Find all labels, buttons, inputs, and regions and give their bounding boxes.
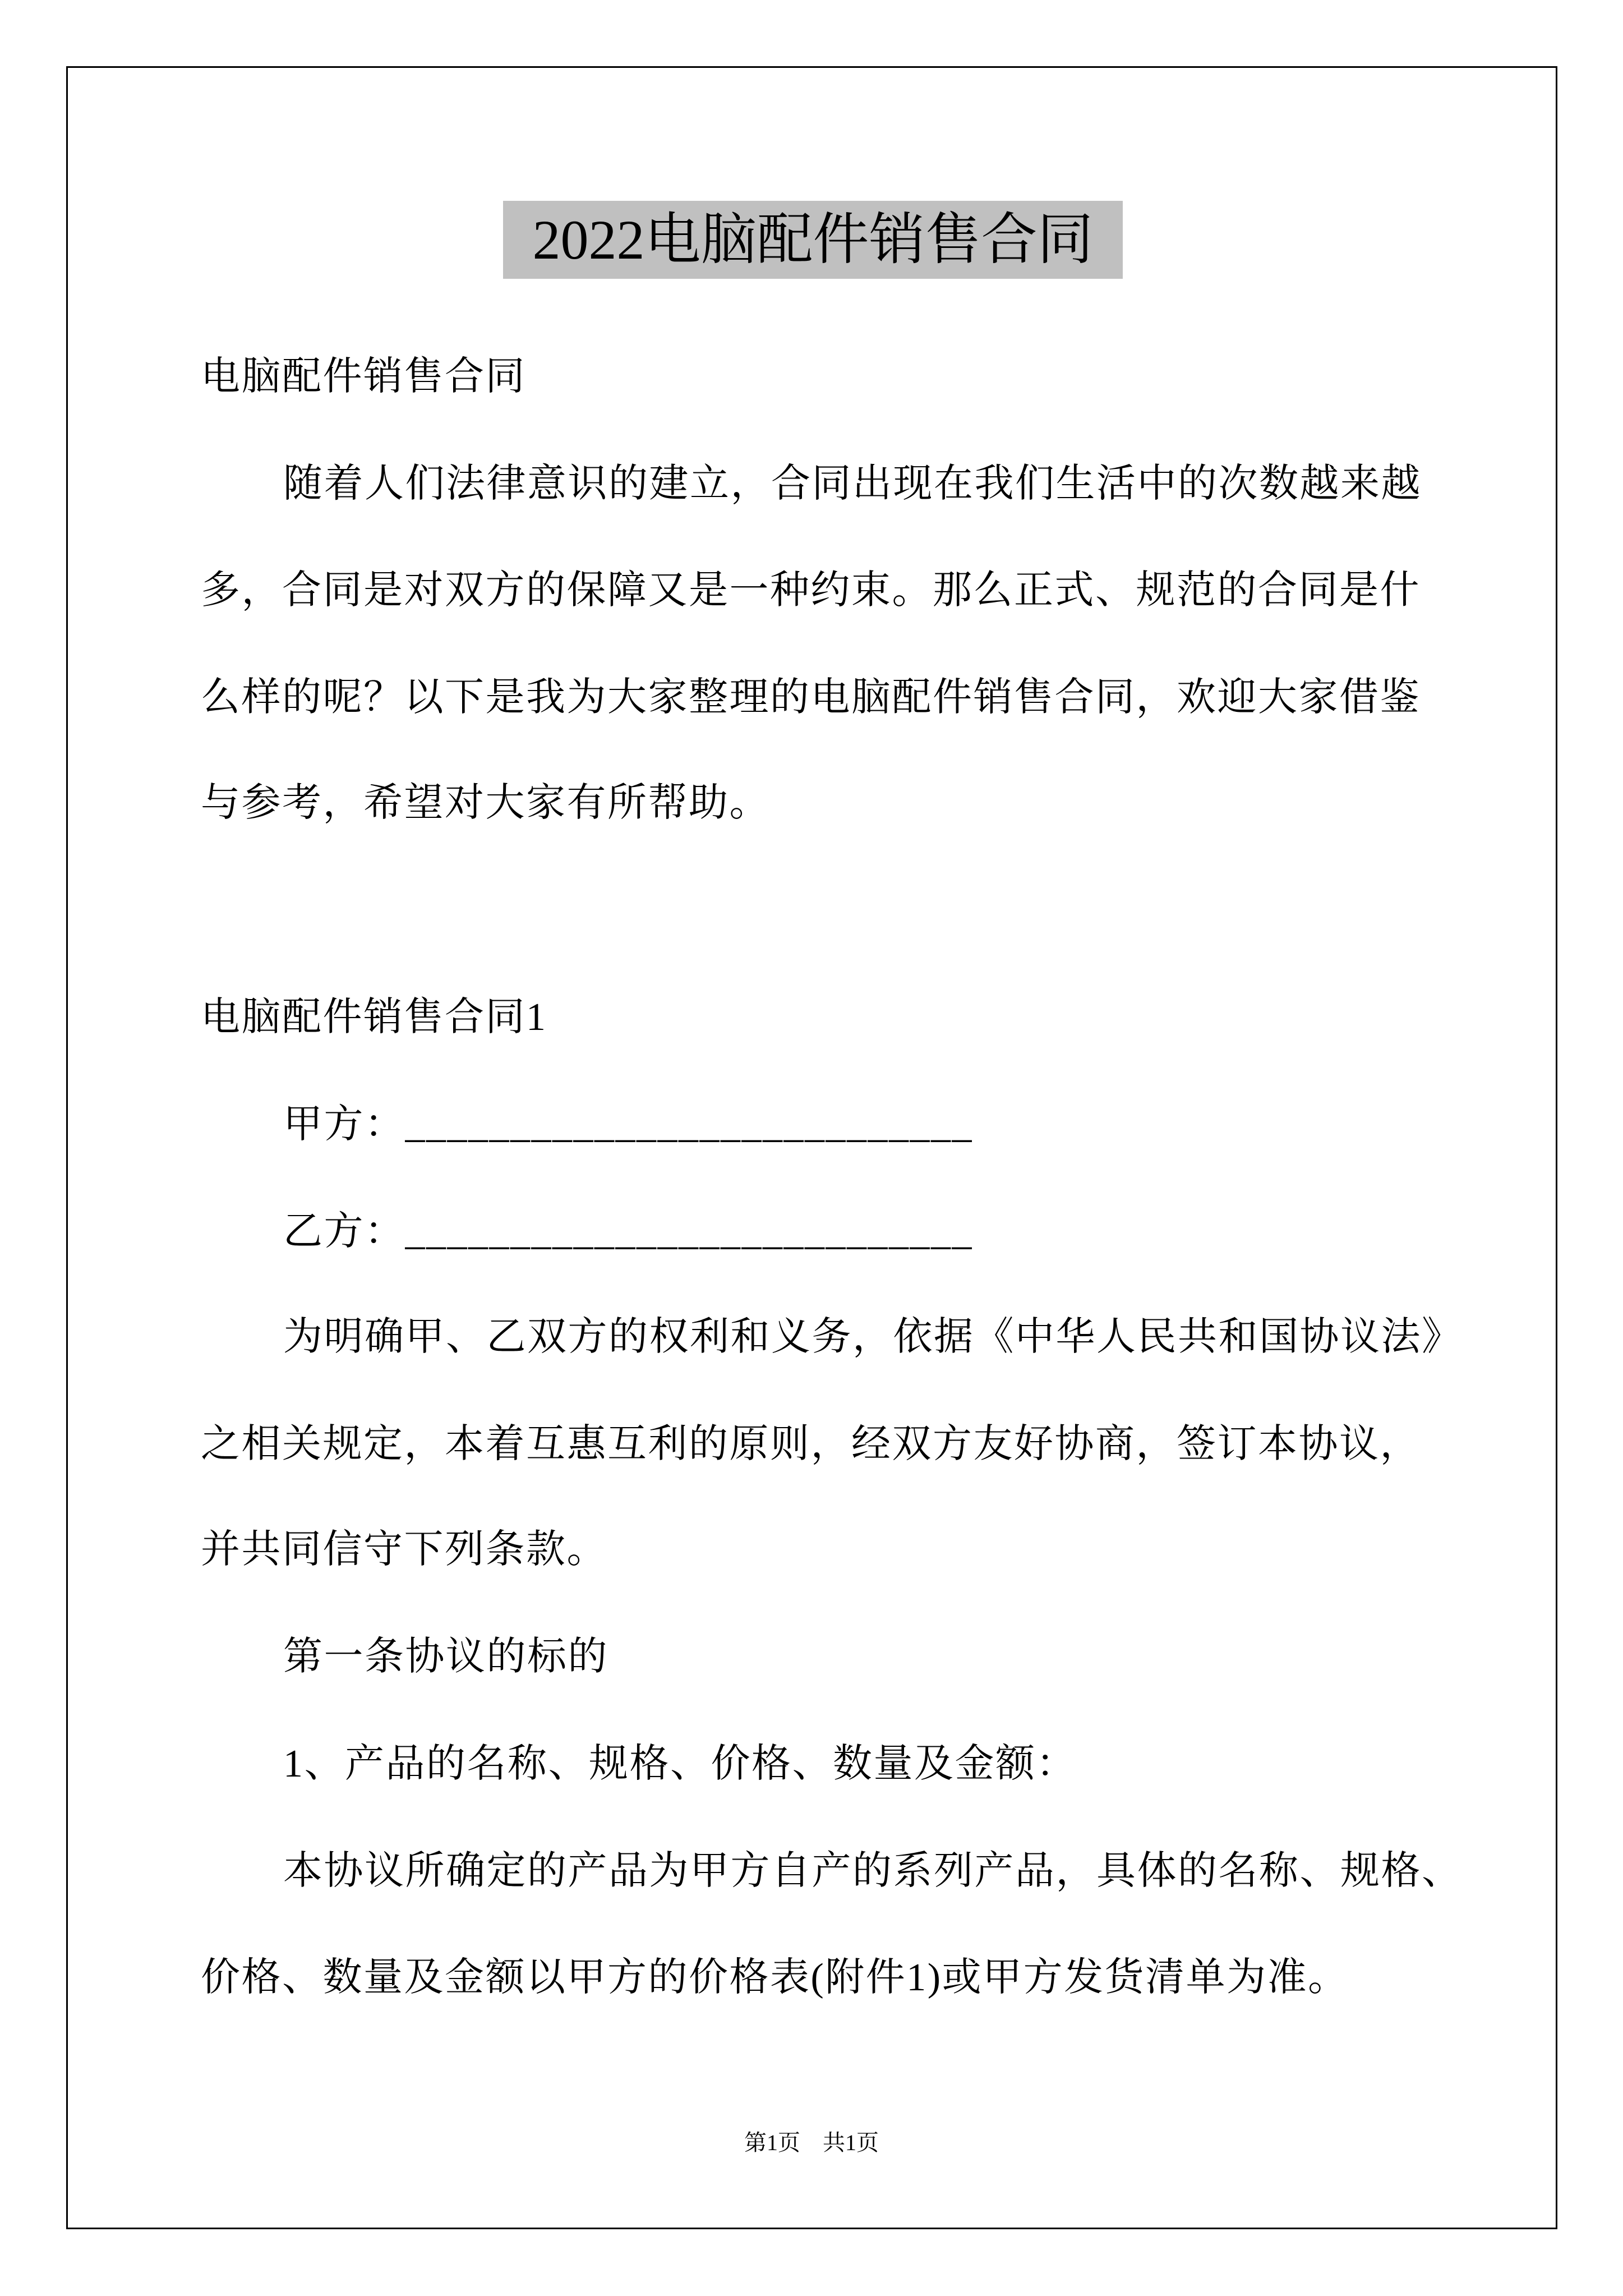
article-heading: 第一条协议的标的: [283, 1635, 608, 1678]
party-a-field: 甲方：___________________________: [283, 1103, 973, 1146]
paragraph-line: 随着人们法律意识的建立，合同出现在我们生活中的次数越来越: [283, 462, 1422, 505]
paragraph-line: 本协议所确定的产品为甲方自产的系列产品，具体的名称、规格、: [283, 1849, 1463, 1893]
document-title: 2022电脑配件销售合同: [503, 201, 1123, 279]
paragraph-line: 与参考，希望对大家有所帮助。: [201, 781, 770, 825]
party-b-field: 乙方：___________________________: [283, 1210, 973, 1253]
paragraph-line: 1、产品的名称、规格、价格、数量及金额：: [283, 1742, 1077, 1786]
paragraph-line: 么样的呢？以下是我为大家整理的电脑配件销售合同，欢迎大家借鉴: [201, 676, 1421, 719]
page-footer: 第1页 共1页: [744, 2130, 879, 2155]
paragraph-line: 并共同信守下列条款。: [201, 1528, 607, 1571]
subtitle: 电脑配件销售合同: [201, 355, 526, 398]
paragraph-line: 价格、数量及金额以甲方的价格表(附件1)或甲方发货清单为准。: [201, 1956, 1349, 1999]
paragraph-line: 为明确甲、乙双方的权利和义务，依据《中华人民共和国协议法》: [283, 1315, 1463, 1359]
paragraph-line: 多，合同是对双方的保障又是一种约束。那么正式、规范的合同是什: [201, 569, 1421, 612]
section-heading: 电脑配件销售合同1: [201, 996, 547, 1039]
paragraph-line: 之相关规定，本着互惠互利的原则，经双方友好协商，签订本协议，: [201, 1423, 1421, 1466]
